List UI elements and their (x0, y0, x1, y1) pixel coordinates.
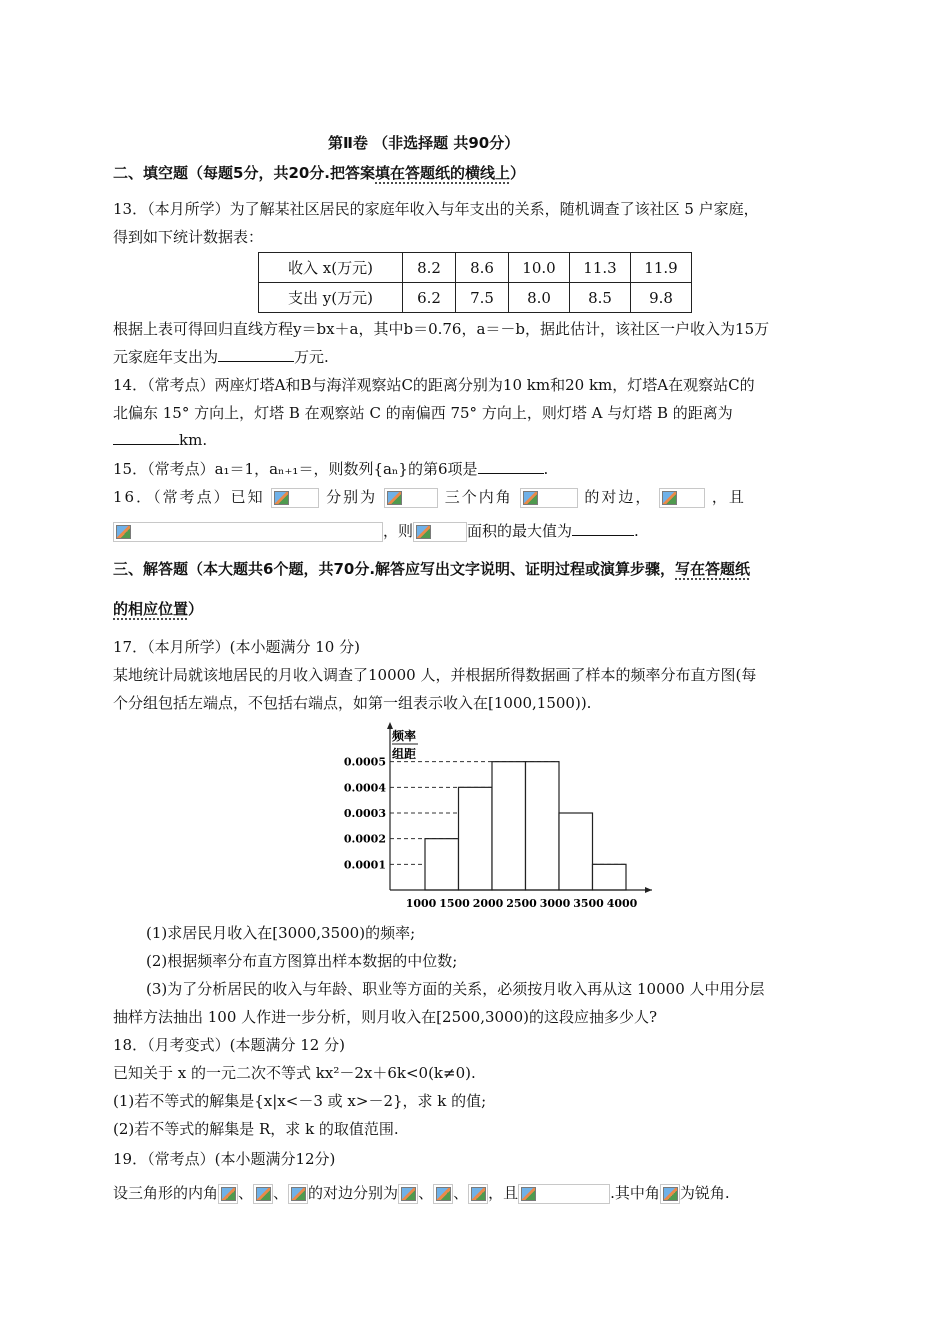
q17-sub3a: (3)为了分析居民的收入与年龄、职业等方面的关系，必须按月收入再从这 10000 人中用分层 (146, 980, 765, 998)
q14-line3-post: km. (179, 431, 208, 449)
q16-line2 (113, 520, 639, 542)
y-tick-label: 0.0001 (343, 858, 386, 872)
histogram-bar (593, 864, 627, 890)
q17-line2: 个分组包括左端点，不包括右端点，如第一组表示收入在[1000,1500)). (113, 694, 592, 712)
answer-heading-line2 (113, 598, 203, 619)
q15-pre: 15．（常考点）a₁＝1，aₙ₊₁＝，则数列{aₙ}的第6项是 (113, 460, 478, 478)
table-cell: 8.2 (403, 253, 456, 283)
q17-sub1: (1)求居民月收入在[3000,3500)的频率; (146, 924, 416, 942)
q14-line2: 北偏东 15° 方向上，灯塔 B 在观察站 C 的南偏西 75° 方向上，则灯塔 A 与灯塔 B 的距离为 (113, 404, 733, 422)
table-cell: 11.9 (631, 253, 692, 283)
q15 (113, 458, 548, 479)
answer-heading-line1 (113, 558, 750, 579)
answer-heading-post: ） (188, 600, 204, 618)
y-tick-label: 0.0004 (343, 781, 386, 795)
q15-post: . (543, 460, 549, 478)
x-tick-label: 3500 (573, 897, 604, 910)
q19-p1: 设三角形的内角 (113, 1184, 219, 1202)
q16-p1: 16．（常考点）已知 (113, 488, 265, 506)
x-axis-arrow (645, 887, 652, 893)
q16-p2: 分别为 (326, 488, 378, 506)
table-row-label: 支出 y(万元) (259, 283, 403, 313)
q19-title: 19．（常考点）(本小题满分12分) (113, 1150, 336, 1168)
x-tick-label: 1500 (439, 897, 470, 910)
q19-p5: 为锐角. (679, 1184, 730, 1202)
table-cell: 9.8 (631, 283, 692, 313)
fill-heading-pre: 二、填空题（每题5分，共20分.把答案 (113, 164, 376, 182)
broken-image-icon (468, 1184, 488, 1204)
histogram-bar (492, 762, 526, 890)
broken-image-icon (288, 1184, 308, 1204)
q16-line1 (113, 486, 746, 508)
broken-image-icon (253, 1184, 273, 1204)
q16-p8: . (634, 522, 639, 540)
broken-image-icon (113, 522, 383, 542)
table-cell: 11.3 (570, 253, 631, 283)
histogram-bar (526, 762, 560, 890)
broken-image-icon (433, 1184, 453, 1204)
q14-line1: 14．（常考点）两座灯塔A和B与海洋观察站C的距离分别为10 km和20 km，灯塔A在观察站C的 (113, 376, 755, 394)
x-tick-label: 2500 (506, 897, 537, 910)
q17-sub2: (2)根据频率分布直方图算出样本数据的中位数; (146, 952, 458, 970)
q19-p3: ，且 (488, 1184, 519, 1202)
broken-image-icon (398, 1184, 418, 1204)
y-label-top: 频率 (392, 729, 417, 743)
x-tick-label: 1000 (405, 897, 437, 910)
broken-image-icon (384, 488, 438, 508)
table-cell: 10.0 (509, 253, 570, 283)
fill-heading-emph: 填在答题纸的横线上 (375, 164, 511, 182)
q16-p3: 三个内角 (444, 488, 513, 506)
broken-image-icon (520, 488, 578, 508)
q19-p2: 的对边分别为 (308, 1184, 399, 1202)
table-cell: 8.6 (456, 253, 509, 283)
q19-line1: 设三角形的内角 、 、 的对边分别为 、 、 ，且 .其中角 为锐角. (113, 1184, 730, 1202)
broken-image-icon (659, 488, 705, 508)
q13-line4-post: 万元. (294, 348, 329, 366)
frequency-histogram (330, 718, 660, 914)
q18-sub2: (2)若不等式的解集是 R，求 k 的取值范围. (113, 1120, 399, 1138)
fill-heading (113, 162, 525, 183)
x-tick-label: 4000 (606, 897, 638, 910)
q16-p4: 的对边， (584, 488, 653, 506)
q13-line1: 13．（本月所学）为了解某社区居民的家庭年收入与年支出的关系，随机调查了该社区 5 户家庭， (113, 200, 759, 218)
histogram-bar (425, 839, 459, 890)
histogram-bar (459, 787, 493, 890)
fill-heading-post: ） (510, 164, 526, 182)
q16-p7: 面积的最大值为 (467, 522, 573, 540)
answer-heading-emph2: 的相应位置 (113, 600, 189, 618)
broken-image-icon (218, 1184, 238, 1204)
q18-line1: 已知关于 x 的一元二次不等式 kx²－2x＋6k<0(k≠0). (113, 1064, 476, 1082)
answer-blank (478, 459, 544, 474)
q13-line2: 得到如下统计数据表： (113, 228, 264, 246)
broken-image-icon (413, 522, 467, 542)
section-title: 第Ⅱ卷 （非选择题 共90分） (328, 134, 520, 152)
q13-line4 (113, 346, 329, 367)
y-axis-arrow (387, 722, 393, 729)
answer-blank (218, 347, 294, 362)
x-tick-label: 2000 (472, 897, 504, 910)
broken-image-icon (271, 488, 319, 508)
q17-sub3b: 抽样方法抽出 100 人作进一步分析，则月收入在[2500,3000)的这段应抽多少人? (113, 1008, 658, 1026)
y-label-bottom: 组距 (392, 747, 417, 761)
answer-heading-emph1: 写在答题纸 (675, 560, 751, 578)
histogram-bar (559, 813, 593, 890)
broken-image-icon (660, 1184, 680, 1204)
q16-p6: ，则 (383, 522, 414, 540)
table-row-label: 收入 x(万元) (259, 253, 403, 283)
q13-line4-pre: 元家庭年支出为 (113, 348, 219, 366)
broken-image-icon (518, 1184, 610, 1204)
q13-line3: 根据上表可得回归直线方程y＝bx＋a，其中b＝0.76，a＝－b，据此估计，该社区一户收入为15万 (113, 320, 770, 338)
q13-data-table (258, 252, 692, 313)
y-tick-label: 0.0002 (343, 832, 386, 846)
q17-line1: 某地统计局就该地居民的月收入调查了10000 人，并根据所得数据画了样本的频率分布直方图(每 (113, 666, 757, 684)
q17-title: 17．（本月所学）(本小题满分 10 分) (113, 638, 360, 656)
table-cell: 8.0 (509, 283, 570, 313)
answer-blank (572, 521, 634, 536)
q18-sub1: (1)若不等式的解集是{x|x<－3 或 x>－2}，求 k 的值; (113, 1092, 487, 1110)
answer-heading-pre: 三、解答题（本大题共6个题，共70分.解答应写出文字说明、证明过程或演算步骤， (113, 560, 676, 578)
q18-title: 18．（月考变式）(本题满分 12 分) (113, 1036, 345, 1054)
x-tick-label: 3000 (539, 897, 571, 910)
table-row (259, 253, 692, 283)
y-tick-label: 0.0003 (343, 807, 386, 820)
answer-blank (113, 430, 179, 445)
q14-line3 (113, 430, 207, 449)
table-cell: 7.5 (456, 283, 509, 313)
y-tick-label: 0.0005 (343, 755, 386, 769)
q16-p5: ，且 (711, 488, 746, 506)
q19-p4: .其中角 (610, 1184, 660, 1202)
table-row (259, 283, 692, 313)
table-cell: 8.5 (570, 283, 631, 313)
table-cell: 6.2 (403, 283, 456, 313)
